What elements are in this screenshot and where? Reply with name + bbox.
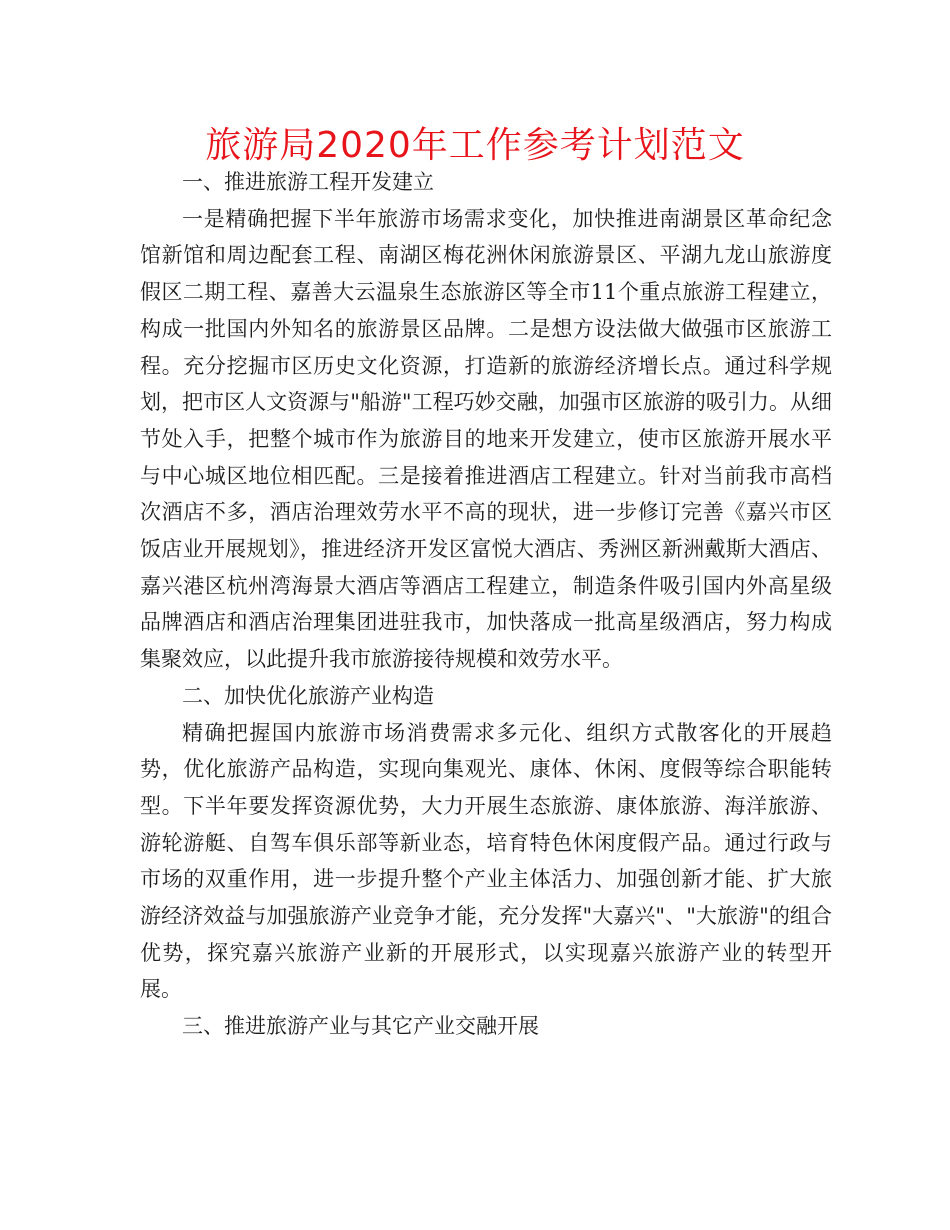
section-heading-2: 二、加快优化旅游产业构造: [182, 683, 434, 708]
section-paragraph-2: 精确把握国内旅游市场消费需求多元化、组织方式散客化的开展趋势，优化旅游产品构造，实现向集观光、康体、休闲、度假等综合职能转型。下半年要发挥资源优势，大力开展生态旅游、康体旅游、海洋旅游、游轮游艇、自驾车俱乐部等新业态，培育特色休闲度假产品。通过行政与市场的双重作用，进一步提升整个产业主体活力、加强创新才能、扩大旅游经济效益与加强旅游产业竞争才能，充分发挥"大嘉兴"、"大旅游"的组合优势，探究嘉兴旅游产业新的开展形式，以实现嘉兴旅游产业的转型开展。: [140, 720, 832, 1002]
section-paragraph-1: 一是精确把握下半年旅游市场需求变化，加快推进南湖景区革命纪念馆新馆和周边配套工程、南湖区梅花洲休闲旅游景区、平湖九龙山旅游度假区二期工程、嘉善大云温泉生态旅游区等全市11个重点旅游工程建立，构成一批国内外知名的旅游景区品牌。二是想方设法做大做强市区旅游工程。充分挖掘市区历史文化资源，打造新的旅游经济增长点。通过科学规划，把市区人文资源与"船游"工程巧妙交融，加强市区旅游的吸引力。从细节处入手，把整个城市作为旅游目的地来开发建立，使市区旅游开展水平与中心城区地位相匹配。三是接着推进酒店工程建立。针对当前我市高档次酒店不多，酒店治理效劳水平不高的现状，进一步修订完善《嘉兴市区饭店业开展规划》，推进经济开发区富悦大酒店、秀洲区新洲戴斯大酒店、嘉兴港区杭州湾海景大酒店等酒店工程建立，制造条件吸引国内外高星级品牌酒店和酒店治理集团进驻我市，加快落成一批高星级酒店，努力构成集聚效应，以此提升我市旅游接待规模和效劳水平。: [140, 206, 832, 672]
document-body: [140, 164, 832, 1045]
section-heading-1: 一、推进旅游工程开发建立: [182, 170, 434, 194]
document-title: 旅游局2020年工作参考计划范文: [205, 125, 745, 166]
section-heading-3: 三、推进旅游产业与其它产业交融开展: [182, 1014, 539, 1039]
